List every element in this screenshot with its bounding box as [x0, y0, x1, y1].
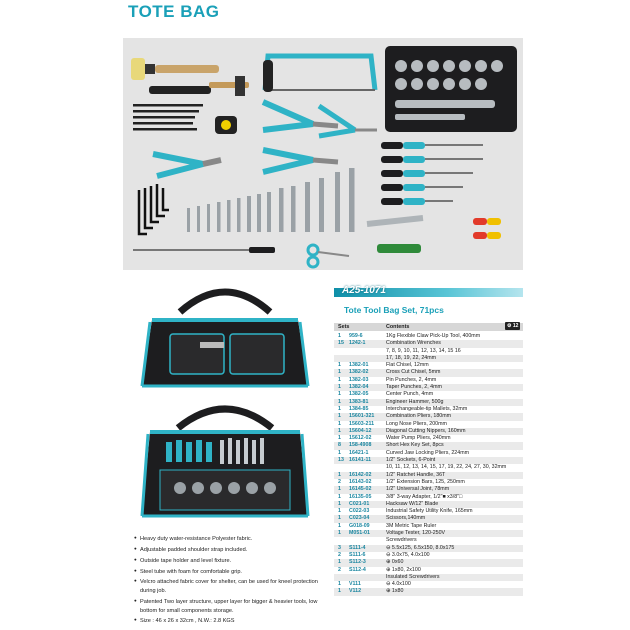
- row-description: ⊖ 4.0x100: [386, 581, 411, 588]
- row-description: Center Punch, 4mm: [386, 391, 434, 398]
- table-row: [334, 377, 523, 384]
- feature-item: ● Patented Two layer structure, upper layer for bigger & heavier tools, low bottom for small components storage.: [134, 598, 334, 615]
- table-row: [334, 355, 523, 362]
- row-qty: 1: [338, 581, 341, 588]
- row-code: V112: [349, 588, 362, 595]
- table-row: [334, 537, 523, 544]
- row-description: Industrial Safety Utility Knife, 165mm: [386, 508, 473, 515]
- table-row: [334, 515, 523, 522]
- row-code: C023-04: [349, 515, 370, 522]
- table-row: [334, 523, 523, 530]
- row-description: Interchangeable-tip Mallets, 32mm: [386, 405, 468, 412]
- row-description: Engineer Hammer, 500g: [386, 398, 444, 405]
- table-row: [334, 530, 523, 537]
- row-qty: 1: [338, 420, 341, 427]
- row-code: S111-6: [349, 551, 366, 558]
- row-description: Long Nose Pliers, 200mm: [386, 420, 447, 427]
- row-description: Short Hex Key Set, 8pcs: [386, 442, 444, 449]
- row-qty: 1: [338, 508, 341, 515]
- row-description: ⊖ 5.5x125, 6.5x150, 8.0x175: [386, 544, 455, 551]
- table-row: [334, 450, 523, 457]
- row-qty: 1: [338, 398, 341, 405]
- row-qty: 1: [338, 405, 341, 412]
- row-code: 15604-12: [349, 427, 372, 434]
- row-code: S111-4: [349, 544, 366, 551]
- row-qty: 1: [338, 369, 341, 376]
- row-qty: 1: [338, 435, 341, 442]
- row-description: Flat Chisel, 12mm: [386, 362, 429, 369]
- screwdrivers-image: [381, 142, 501, 239]
- engineer-hammer-image: [149, 76, 249, 96]
- row-code: 1382-05: [349, 391, 369, 398]
- row-qty: 1: [338, 333, 341, 339]
- row-qty: 1: [338, 530, 341, 537]
- row-code: 15603-211: [349, 420, 375, 427]
- utility-knife-image: [377, 244, 421, 253]
- row-qty: 3: [338, 544, 341, 551]
- row-code: V111: [349, 581, 361, 588]
- row-description: ⊕ 0x60: [386, 559, 404, 566]
- row-code: 158-4908: [349, 442, 372, 449]
- row-description: Curved Jaw Locking Pliers, 224mm: [386, 449, 470, 456]
- feature-item: ● Size : 46 x 26 x 32cm , N.W.: 2.8 KGS: [134, 617, 334, 626]
- feature-item: ● Velcro attached fabric cover for shelter, can be used for kneel protection during job.: [134, 578, 334, 595]
- row-code: C021-01: [349, 500, 370, 507]
- row-description: Cross Cut Chisel, 5mm: [386, 369, 441, 376]
- socket-case-image: [385, 46, 517, 132]
- table-row: [334, 399, 523, 406]
- table-row: [334, 588, 523, 595]
- scissors-image: [308, 245, 349, 267]
- row-description: 1Kg Flexible Claw Pick-Up Tool, 400mm: [386, 333, 481, 339]
- table-row: [334, 421, 523, 428]
- tool-count-badge: ⚙ 12: [507, 323, 519, 329]
- table-row: [334, 581, 523, 588]
- row-qty: 13: [338, 457, 344, 464]
- row-code: 16142-02: [349, 471, 372, 478]
- row-qty: 1: [338, 427, 341, 434]
- row-code: 1382-02: [349, 369, 369, 376]
- row-code: 16141-11: [349, 457, 372, 464]
- row-code: 15612-02: [349, 435, 372, 442]
- locking-pliers-image: [367, 218, 423, 224]
- row-code: 16145-02: [349, 486, 372, 493]
- wrenches-image: [187, 168, 355, 232]
- parts-table: [334, 333, 523, 596]
- table-row: [334, 348, 523, 355]
- table-row: [334, 545, 523, 552]
- row-qty: 1: [338, 522, 341, 529]
- hacksaw-image: [263, 56, 375, 92]
- header-sets: Sets: [338, 324, 350, 330]
- pliers-image: [153, 102, 377, 176]
- row-description: Insulated Screwdrivers: [386, 573, 440, 580]
- row-code: 16143-02: [349, 478, 372, 485]
- row-description: Voltage Tester, 120-250V: [386, 530, 446, 537]
- table-row: [334, 340, 523, 347]
- table-row: [334, 501, 523, 508]
- tape-measure-image: [215, 116, 237, 134]
- row-description: ⊖ 3.0x75, 4.0x100: [386, 551, 430, 558]
- table-row: [334, 428, 523, 435]
- table-row: [334, 494, 523, 501]
- row-qty: 2: [338, 551, 341, 558]
- row-qty: 2: [338, 478, 341, 485]
- table-row: [334, 457, 523, 464]
- row-description: 17, 18, 19, 22, 24mm: [386, 354, 437, 361]
- table-row: [334, 384, 523, 391]
- row-qty: 1: [338, 384, 341, 391]
- row-description: 3/8" 3-way Adapter, 1/2"■ x3/8"□: [386, 493, 463, 500]
- row-code: 959-6: [349, 333, 363, 339]
- table-row: [334, 552, 523, 559]
- feature-list: [134, 535, 334, 628]
- mallet-image: [131, 58, 219, 80]
- row-qty: 1: [338, 515, 341, 522]
- row-description: Combination Wrenches: [386, 340, 441, 347]
- table-row: [334, 508, 523, 515]
- table-row: [334, 479, 523, 486]
- bag-closed-photo: [130, 282, 320, 392]
- table-row: [334, 391, 523, 398]
- table-row: [334, 435, 523, 442]
- table-row: [334, 567, 523, 574]
- row-code: S112-4: [349, 566, 366, 573]
- row-qty: 1: [338, 413, 341, 420]
- row-qty: 1: [338, 486, 341, 493]
- row-code: 1383-81: [349, 398, 369, 405]
- table-row: [334, 559, 523, 566]
- table-row: [334, 442, 523, 449]
- hex-keys-image: [139, 184, 169, 234]
- row-description: 10, 11, 12, 13, 14, 15, 17, 19, 22, 24, 27, 30, 32mm: [386, 464, 507, 471]
- feature-item: ● Heavy duty water-resistance Polyester fabric.: [134, 535, 334, 544]
- tool-set-photo: [123, 38, 523, 270]
- row-code: 16135-05: [349, 493, 372, 500]
- table-row: [334, 472, 523, 479]
- row-qty: 1: [338, 449, 341, 456]
- row-code: 1384-85: [349, 405, 369, 412]
- row-qty: 1: [338, 376, 341, 383]
- row-description: 3M Metric Tape Ruler: [386, 522, 437, 529]
- row-description: Water Pump Pliers, 240mm: [386, 435, 451, 442]
- row-description: Scissors,140mm: [386, 515, 426, 522]
- header-contents: Contents: [386, 324, 410, 330]
- row-qty: 1: [338, 391, 341, 398]
- row-description: ⊕ 1x80, 2x100: [386, 566, 421, 573]
- row-qty: 1: [338, 559, 341, 566]
- row-description: Pin Punches, 2, 4mm: [386, 376, 437, 383]
- feature-item: ● Adjustable padded shoulder strap included.: [134, 546, 334, 555]
- row-description: 7, 8, 9, 10, 11, 12, 13, 14, 15 16: [386, 347, 461, 354]
- row-code: 1382-01: [349, 362, 369, 369]
- row-qty: 1: [338, 493, 341, 500]
- row-qty: 1: [338, 500, 341, 507]
- table-row: [334, 406, 523, 413]
- row-qty: 1: [338, 471, 341, 478]
- table-row: [334, 574, 523, 581]
- row-description: Taper Punches, 2, 4mm: [386, 384, 442, 391]
- row-code: 1242-1: [349, 340, 366, 347]
- table-row: [334, 333, 523, 340]
- row-description: Diagonal Cutting Nippers, 160mm: [386, 427, 466, 434]
- pick-up-tool-image: [133, 247, 275, 253]
- row-qty: 2: [338, 566, 341, 573]
- row-qty: 8: [338, 442, 341, 449]
- parts-table-header: [334, 323, 523, 331]
- row-code: 15601-321: [349, 413, 375, 420]
- row-code: C022-03: [349, 508, 370, 515]
- row-qty: 1: [338, 588, 341, 595]
- table-row: [334, 464, 523, 471]
- row-description: 1/2" Extension Bars, 125, 250mm: [386, 478, 465, 485]
- row-code: 1382-04: [349, 384, 369, 391]
- table-row: [334, 369, 523, 376]
- row-description: Screwdrivers: [386, 537, 417, 544]
- page-title: TOTE BAG: [128, 2, 220, 21]
- row-code: M051-01: [349, 530, 370, 537]
- bag-open-photo: [130, 398, 320, 523]
- model-header-bar: [334, 285, 523, 298]
- row-qty: 1: [338, 362, 341, 369]
- feature-item: ● Steel tube with foam for comfortable grip.: [134, 568, 334, 577]
- row-description: Hacksaw W/12" Blade: [386, 500, 439, 507]
- row-code: G018-09: [349, 522, 370, 529]
- table-row: [334, 413, 523, 420]
- row-description: 1/2" Sockets, 6-Point: [386, 457, 436, 464]
- row-code: S112-3: [349, 559, 366, 566]
- row-description: 1/2" Ratchet Handle, 36T: [386, 471, 446, 478]
- set-title: Tote Tool Bag Set, 71pcs: [344, 305, 444, 315]
- row-code: 1382-03: [349, 376, 369, 383]
- row-code: 16421-1: [349, 449, 369, 456]
- table-row: [334, 362, 523, 369]
- row-description: Combination Pliers, 180mm: [386, 413, 452, 420]
- feature-item: ● Outside tape holder and level fixture.: [134, 557, 334, 566]
- row-description: ⊕ 1x80: [386, 588, 404, 595]
- row-description: 1/2" Universal Joint, 78mm: [386, 486, 450, 493]
- row-qty: 15: [338, 340, 344, 347]
- chisels-punches-image: [133, 104, 203, 131]
- model-code: A25-1071: [342, 285, 386, 296]
- table-row: [334, 486, 523, 493]
